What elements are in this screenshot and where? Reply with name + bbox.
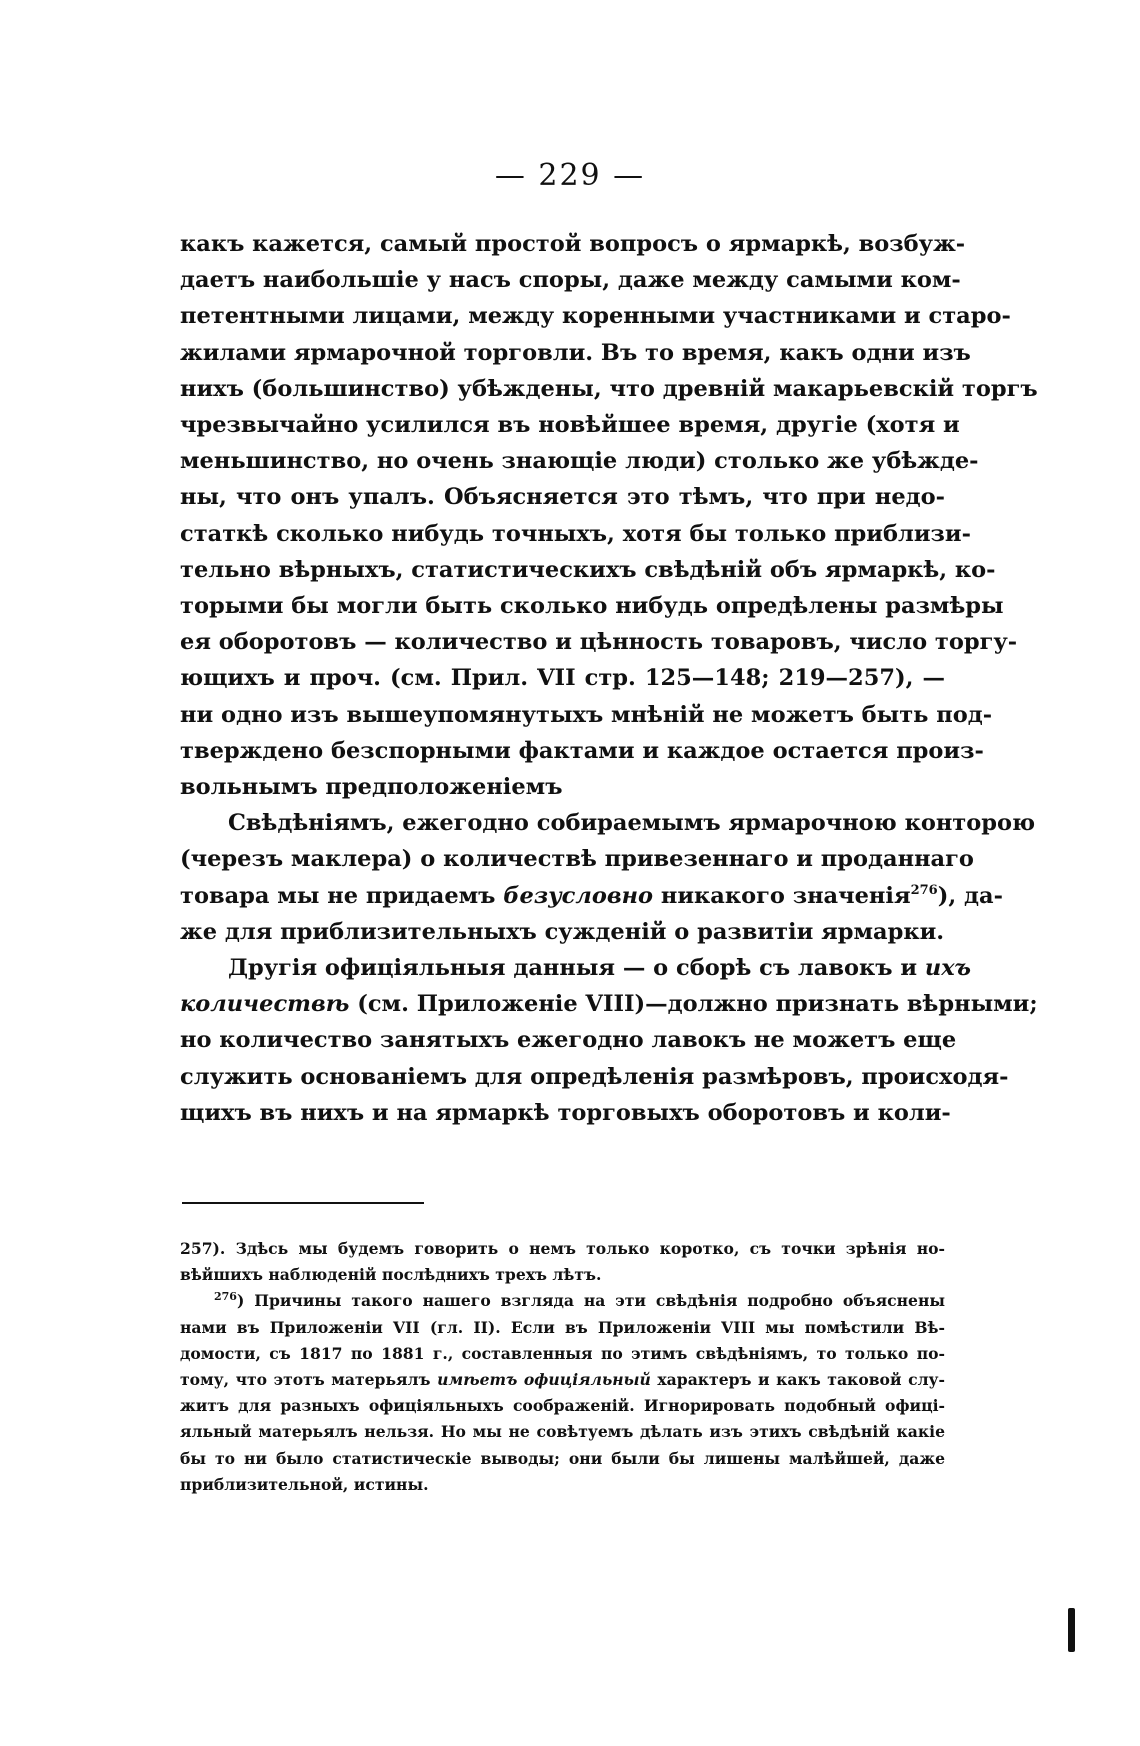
paragraph-2: [180, 805, 1036, 950]
text-line: ны, что онъ упалъ. Объясняется это тѣмъ, что при недо-: [180, 484, 945, 511]
text-line: торыми бы могли быть сколько нибудь опредѣлены размѣры: [180, 593, 1004, 620]
footnote-reference: 276: [910, 882, 938, 898]
text-segment: ), да-: [937, 882, 1003, 909]
footnote-276: [180, 1288, 945, 1498]
footnote-line: яльный матерьялъ нельзя. Но мы не совѣтуемъ дѣлать изъ этихъ свѣдѣній какіе: [180, 1422, 945, 1442]
text-line: статкѣ сколько нибудь точныхъ, хотя бы только приблизи-: [180, 520, 971, 547]
text-line: петентными лицами, между коренными участниками и старо-: [180, 303, 1011, 330]
paragraph-3: [180, 950, 1038, 1131]
text-segment: ) Причины такого нашего взгляда на эти свѣдѣнія подробно объяснены: [236, 1291, 945, 1311]
page-number: — 229 —: [494, 158, 646, 193]
emphasis: имѣетъ офиціяльный: [437, 1370, 651, 1390]
footnote-line: [180, 1367, 945, 1393]
text-line: щихъ въ нихъ и на ярмаркѣ торговыхъ оборотовъ и коли-: [180, 1099, 951, 1126]
text-line: какъ кажется, самый простой вопросъ о ярмаркѣ, возбуж-: [180, 231, 966, 257]
footnote-257: [180, 1236, 945, 1288]
text-line: [180, 878, 1003, 914]
text-line: ея оборотовъ — количество и цѣнность товаровъ, число торгу-: [180, 629, 1018, 656]
text-line: меньшинство, но очень знающіе люди) столько же убѣжде-: [180, 448, 979, 475]
footnotes: [180, 1236, 945, 1498]
text-line: даетъ наибольшіе у насъ споры, даже между самыми ком-: [180, 267, 961, 294]
text-line: вольнымъ предположеніемъ: [180, 774, 563, 801]
emphasis: количествѣ: [180, 991, 350, 1018]
text-line: ни одно изъ вышеупомянутыхъ мнѣній не можетъ быть под-: [180, 701, 993, 728]
text-segment: никакого значенія: [653, 882, 911, 909]
text-line: чрезвычайно усилился въ новѣйшее время, другіе (хотя и: [180, 412, 960, 439]
text-line: Свѣдѣніямъ, ежегодно собираемымъ ярмарочною конторою: [228, 810, 1036, 837]
text-segment: товара мы не придаемъ: [180, 882, 504, 909]
margin-mark: [1068, 1608, 1075, 1652]
text-segment: Другія офиціяльныя данныя — о сборѣ съ лавокъ и: [228, 955, 925, 982]
emphasis: безусловно: [503, 882, 654, 909]
footnote-line: 257). Здѣсь мы будемъ говорить о немъ только коротко, съ точки зрѣнія но-: [180, 1239, 945, 1258]
footnote-divider: [182, 1202, 424, 1204]
footnote-line: приблизительной, истины.: [180, 1474, 429, 1494]
footnote-line: домости, съ 1817 по 1881 г., составленныя по этимъ свѣдѣніямъ, то только по-: [180, 1343, 945, 1363]
text-line: ющихъ и проч. (см. Прил. VII стр. 125—148; 219—257), —: [180, 665, 945, 692]
text-line: тверждено безспорными фактами и каждое остается произ-: [180, 737, 984, 764]
text-segment: (см. Приложеніе VIII)—должно признать вѣрными;: [349, 991, 1038, 1018]
footnote-mark: 276: [214, 1290, 237, 1304]
footnote-line: [180, 1288, 945, 1314]
footnote-line: житъ для разныхъ офиціяльныхъ соображеній. Игнорировать подобный офиці-: [180, 1396, 945, 1416]
footnote-line: бы то ни было статистическіе выводы; они были бы лишены малѣйшей, даже: [180, 1448, 945, 1468]
text-line: но количество занятыхъ ежегодно лавокъ не можетъ еще: [180, 1027, 957, 1054]
text-line: [180, 950, 972, 986]
footnote-line: нами въ Приложеніи VII (гл. II). Если въ Приложеніи VIII мы помѣстили Вѣ-: [180, 1317, 945, 1337]
text-line: [180, 986, 1038, 1022]
text-line: же для приблизительныхъ сужденій о развитіи ярмарки.: [180, 918, 945, 945]
text-segment: характеръ и какъ таковой слу-: [650, 1370, 946, 1390]
main-text: [180, 226, 1038, 1131]
paragraph-1: [180, 226, 1038, 805]
text-line: нихъ (большинство) убѣждены, что древній макарьевскій торгъ: [180, 375, 1038, 402]
footnote-line: вѣйшихъ наблюденій послѣднихъ трехъ лѣтъ.: [180, 1265, 602, 1285]
emphasis: ихъ: [924, 955, 972, 982]
text-line: жилами ярмарочной торговли. Въ то время, какъ одни изъ: [180, 339, 971, 366]
text-line: тельно вѣрныхъ, статистическихъ свѣдѣній объ ярмаркѣ, ко-: [180, 556, 996, 583]
text-line: (черезъ маклера) о количествѣ привезеннаго и проданнаго: [180, 846, 974, 873]
text-line: служить основаніемъ для опредѣленія размѣровъ, происходя-: [180, 1063, 1009, 1090]
text-segment: тому, что этотъ матерьялъ: [180, 1370, 438, 1390]
